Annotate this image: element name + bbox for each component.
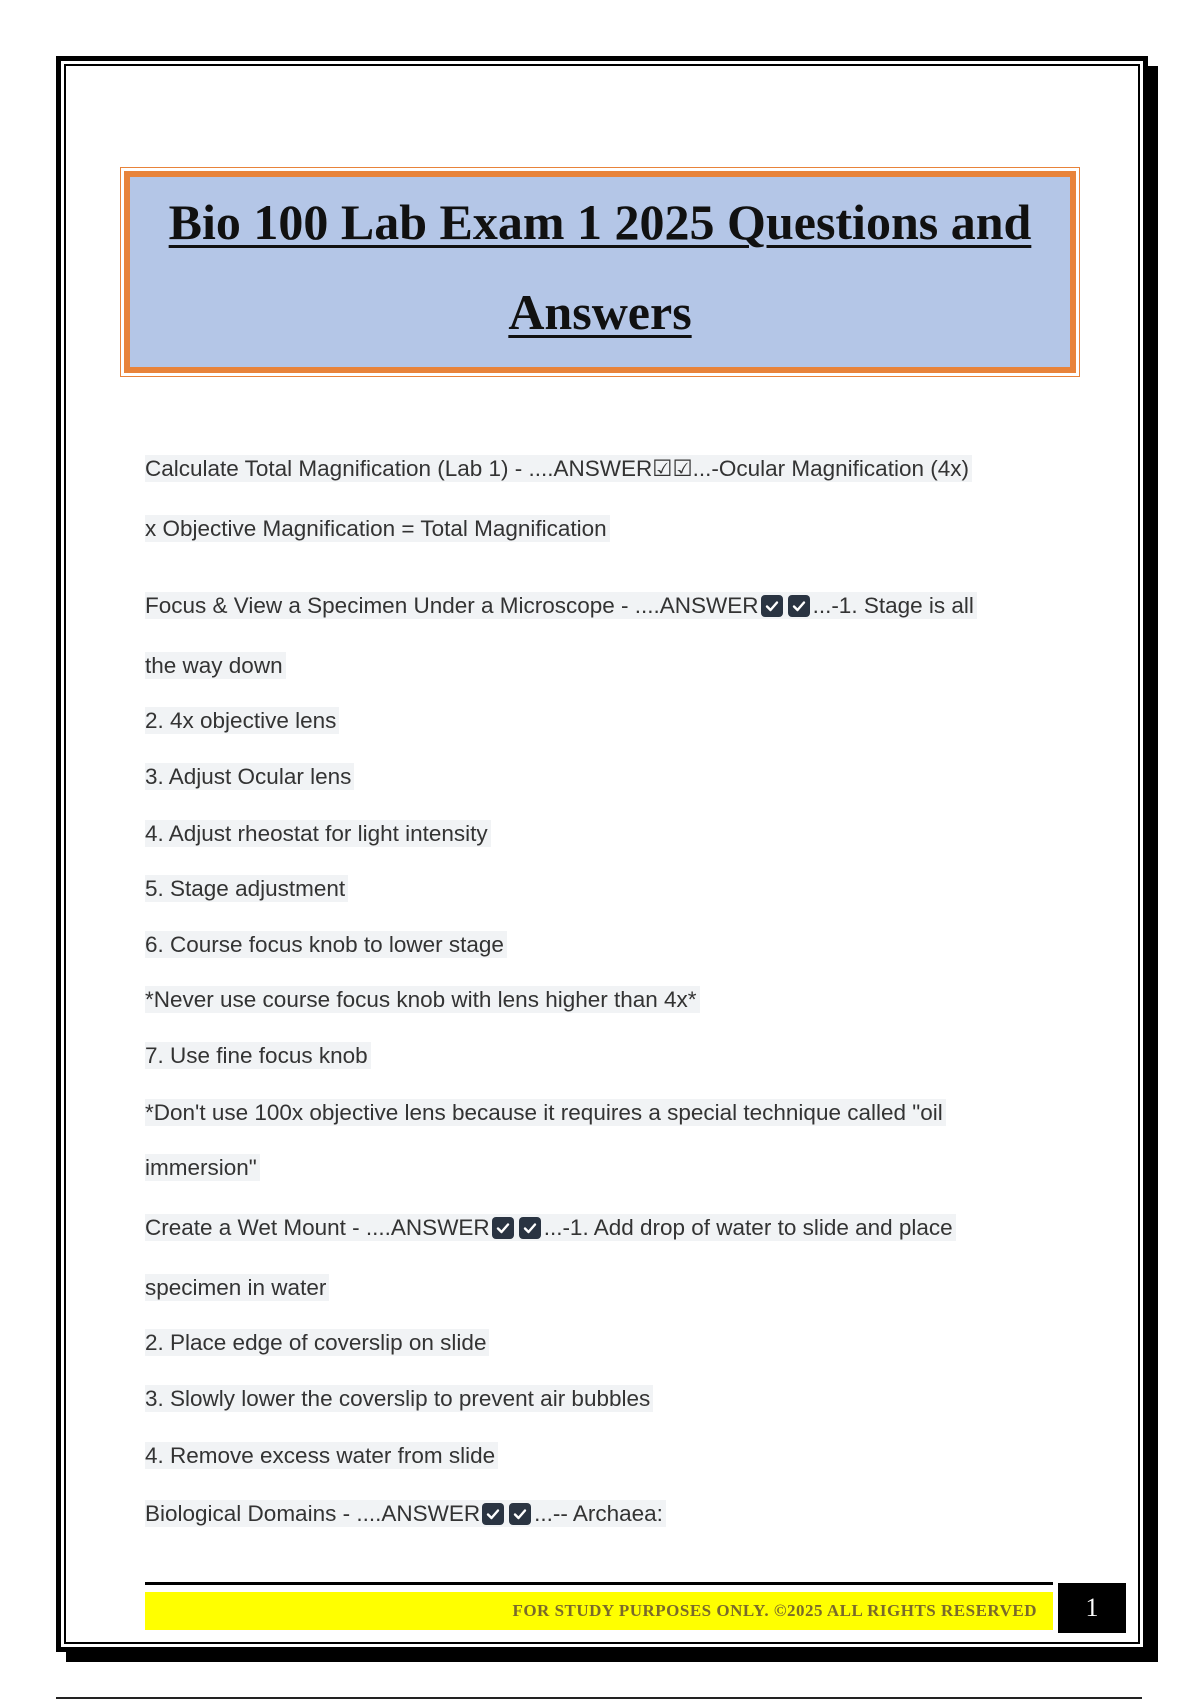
answer-text: immersion" xyxy=(145,1154,260,1181)
answer-text: specimen in water xyxy=(145,1274,329,1301)
footer-divider xyxy=(145,1582,1053,1585)
answer-text: 7. Use fine focus knob xyxy=(145,1042,371,1069)
answer-step xyxy=(145,1442,498,1470)
answer-text: 5. Stage adjustment xyxy=(145,875,348,902)
answer-step xyxy=(145,820,491,848)
answer-note xyxy=(145,986,700,1014)
answer-note xyxy=(145,1099,946,1127)
checkbox-checked-icon xyxy=(509,1503,531,1525)
question-focus-specimen xyxy=(145,592,977,620)
answer-text: *Never use course focus knob with lens higher than 4x* xyxy=(145,986,700,1013)
answer-step xyxy=(145,931,507,959)
answer-step xyxy=(145,707,339,735)
question-text: Biological Domains - ....ANSWER xyxy=(145,1501,481,1526)
page-number: 1 xyxy=(1058,1583,1126,1633)
title-box xyxy=(124,171,1076,373)
answer-step xyxy=(145,875,348,903)
footer-notice: FOR STUDY PURPOSES ONLY. ©2025 ALL RIGHTS RESERVED xyxy=(512,1601,1037,1620)
answer-text: 3. Slowly lower the coverslip to prevent air bubbles xyxy=(145,1385,653,1412)
question-text: Focus & View a Specimen Under a Microscope - ....ANSWER xyxy=(145,593,759,618)
answer-line xyxy=(145,652,286,680)
answer-step xyxy=(145,1385,653,1413)
answer-total-magnification-cont xyxy=(145,515,610,543)
checkbox-checked-icon xyxy=(788,595,810,617)
question-text: Create a Wet Mount - ....ANSWER xyxy=(145,1215,490,1240)
document-title-line-2: Answers xyxy=(508,284,692,340)
answer-text: 2. Place edge of coverslip on slide xyxy=(145,1329,489,1356)
answer-step xyxy=(145,1042,371,1070)
answer-text: 2. 4x objective lens xyxy=(145,707,339,734)
question-total-magnification xyxy=(145,455,972,483)
answer-text: 6. Course focus knob to lower stage xyxy=(145,931,507,958)
footer-notice-bar xyxy=(145,1592,1053,1630)
answer-text: *Don't use 100x objective lens because it requires a special technique called "oil xyxy=(145,1099,946,1126)
answer-text: 4. Remove excess water from slide xyxy=(145,1442,498,1469)
answer-text: ...-1. Add drop of water to slide and place xyxy=(543,1215,953,1240)
question-wet-mount xyxy=(145,1214,956,1242)
checkbox-checked-icon xyxy=(482,1503,504,1525)
document-title-line-1: Bio 100 Lab Exam 1 2025 Questions and xyxy=(168,194,1032,250)
answer-text: ...-1. Stage is all xyxy=(812,593,974,618)
answer-text: ...-- Archaea: xyxy=(534,1501,663,1526)
answer-step xyxy=(145,1329,489,1357)
answer-text: the way down xyxy=(145,652,286,679)
checkbox-checked-icon xyxy=(492,1217,514,1239)
answer-text: 4. Adjust rheostat for light intensity xyxy=(145,820,491,847)
answer-step xyxy=(145,763,354,791)
answer-note-cont xyxy=(145,1154,260,1182)
page-bottom-rule xyxy=(56,1697,1142,1699)
checkbox-checked-icon xyxy=(761,595,783,617)
question-text: Calculate Total Magnification (Lab 1) - ....ANSWER☑☑...-Ocular Magnification (4x) xyxy=(145,455,972,482)
answer-line xyxy=(145,1274,329,1302)
answer-text: x Objective Magnification = Total Magnification xyxy=(145,515,610,542)
answer-text: 3. Adjust Ocular lens xyxy=(145,763,354,790)
question-biological-domains xyxy=(145,1500,666,1528)
checkbox-checked-icon xyxy=(519,1217,541,1239)
